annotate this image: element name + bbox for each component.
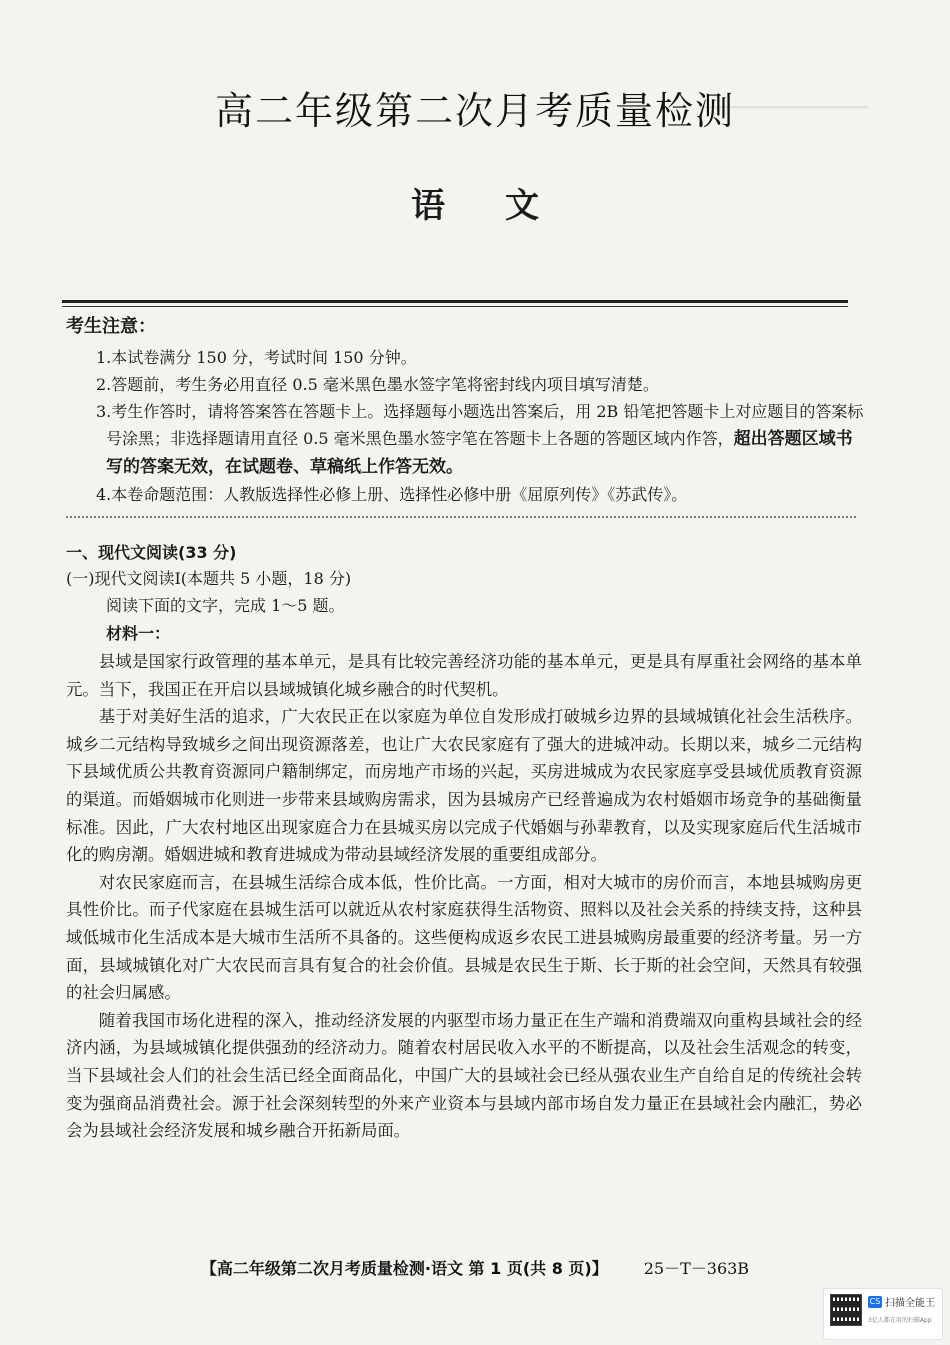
section-heading: 一、现代文阅读(33 分) — [66, 543, 237, 562]
subject-title: 语文 — [411, 186, 599, 226]
footer-label: 【高二年级第二次月考质量检测·语文 第 1 页(共 8 页)】 — [200, 1259, 608, 1278]
page-footer — [0, 1256, 950, 1279]
notice-item-3-text: 3.考生作答时，请将答案答在答题卡上。选择题每小题选出答案后，用 2B 铅笔把答题卡上对应题目的答案标号涂黑；非选择题请用直径 0.5 毫米黑色墨水签字笔在答题卡上各题的答题区域内作答， — [96, 402, 864, 448]
notice-item-3-emphasis: 超出答题区域书写的答案无效，在试题卷、草稿纸上作答无效。 — [106, 429, 853, 477]
notice-heading: 考生注意： — [66, 316, 156, 337]
header-rule-thin — [62, 306, 848, 307]
material-label: 材料一： — [106, 624, 171, 643]
paragraph: 对农民家庭而言，在县城生活综合成本低，性价比高。一方面，相对大城市的房价而言，本地县城购房更具性价比。而子代家庭在县城生活可以就近从农村家庭获得生活物资、照料以及社会关系的持续支持，这种县域低城市化生活成本是大城市生活所不具备的。这些便构成返乡农民工进县城购房最重要的经济考量。另一方面，县域城镇化对广大农民而言具有复合的社会价值。县城是农民生于斯、长于斯的社会空间，天然具有较强的社会归属感。 — [66, 872, 862, 1003]
reading-section — [66, 540, 862, 1145]
notice-item-2: 2.答题前，考生务必用直径 0.5 毫米黑色墨水签字笔将密封线内项目填写清楚。 — [96, 375, 659, 394]
notice-item-3 — [66, 398, 866, 481]
bleed-through-texture: ━━━━━━━━━━━━━━━━━━━━ — [700, 100, 869, 116]
section-subheading: (一)现代文阅读Ⅰ(本题共 5 小题，18 分) — [66, 569, 352, 588]
notice-divider — [66, 516, 856, 518]
candidate-notice — [66, 312, 866, 508]
camscanner-tagline: 3亿人都在用的扫描App — [868, 1317, 932, 1324]
qr-code-icon — [830, 1294, 862, 1326]
paragraph: 县域是国家行政管理的基本单元，是具有比较完善经济功能的基本单元，更是具有厚重社会网络的基本单元。当下，我国正在开启以县域城镇化城乡融合的时代契机。 — [66, 652, 862, 699]
footer-code: 25－T－363B — [643, 1259, 750, 1278]
reading-instruction: 阅读下面的文字，完成 1～5 题。 — [106, 596, 345, 615]
camscanner-logo-icon: CS — [869, 1297, 881, 1306]
header-rule-thick — [62, 300, 848, 303]
paragraph: 随着我国市场化进程的深入，推动经济发展的内驱型市场力量正在生产端和消费端双向重构县域社会的经济内涵，为县域城镇化提供强劲的经济动力。随着农村居民收入水平的不断提高，以及社会生活观念的转变，当下县域社会人们的社会生活已经全面商品化，中国广大的县域社会已经从强农业生产自给自足的传统社会转变为强商品消费社会。源于社会深刻转型的外来产业资本与县域内部市场自发力量正在县域社会内融汇，势必会为县域社会经济发展和城乡融合开拓新局面。 — [66, 1010, 862, 1141]
page-title: 高二年级第二次月考质量检测 — [214, 89, 735, 133]
notice-item-1: 1.本试卷满分 150 分，考试时间 150 分钟。 — [96, 348, 417, 367]
camscanner-name: 扫描全能王 — [885, 1298, 935, 1309]
camscanner-watermark — [823, 1288, 943, 1340]
paragraph: 基于对美好生活的追求，广大农民正在以家庭为单位自发形成打破城乡边界的县域城镇化社会生活秩序。城乡二元结构导致城乡之间出现资源落差，也让广大农民家庭有了强大的进城冲动。长期以来，城乡二元结构下县域优质公共教育资源同户籍制绑定，而房地产市场的兴起，买房进城成为农民家庭享受县域优质教育资源的渠道。而婚姻城市化则进一步带来县域购房需求，因为县城房产已经普遍成为农村婚姻市场竞争的基础衡量标准。因此，广大农村地区出现家庭合力在县城买房以完成子代婚姻与孙辈教育，以及实现家庭后代生活城市化的购房潮。婚姻进城和教育进城成为带动县域经济发展的重要组成部分。 — [66, 707, 862, 865]
notice-item-4: 4.本卷命题范围：人教版选择性必修上册、选择性必修中册《屈原列传》《苏武传》。 — [96, 485, 688, 504]
